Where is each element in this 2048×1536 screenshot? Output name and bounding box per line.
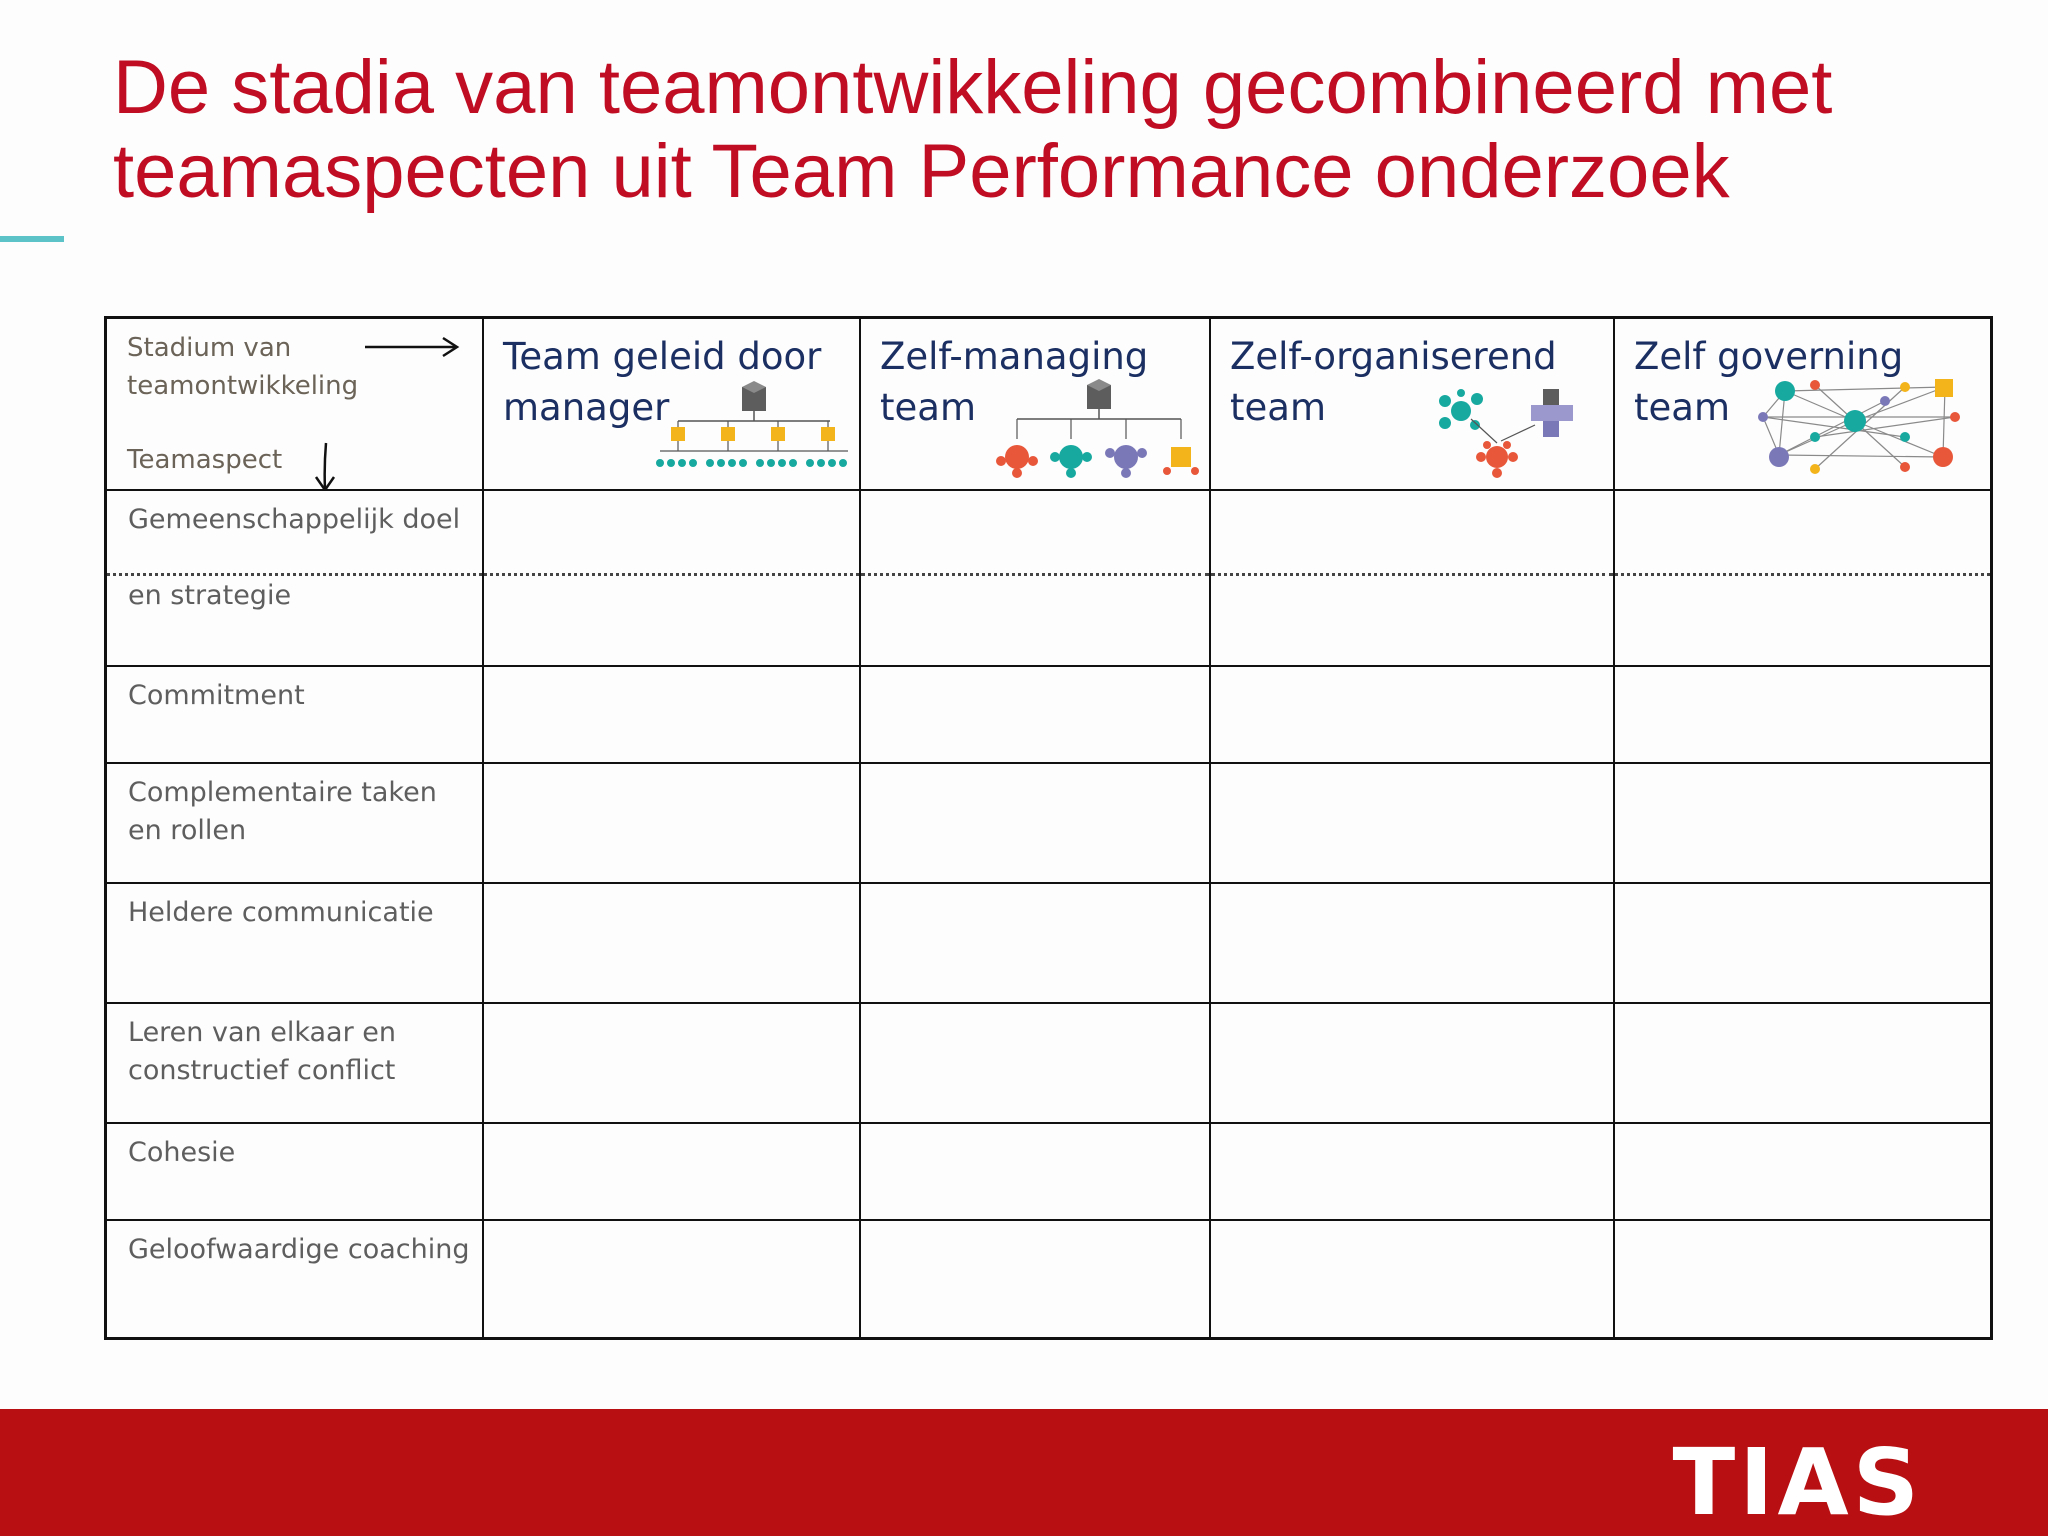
table-cell[interactable] — [484, 1221, 861, 1337]
table-cell[interactable] — [861, 1124, 1211, 1221]
aspect-label: Commitment — [128, 680, 305, 711]
table-cell[interactable] — [484, 667, 861, 764]
arrow-down-icon — [312, 441, 338, 491]
self-organising-clusters-icon — [1431, 385, 1581, 481]
table-cell[interactable] — [1615, 1124, 1990, 1221]
dotted-divider — [484, 573, 859, 576]
dotted-divider — [861, 573, 1209, 576]
table-cell[interactable] — [484, 491, 861, 667]
dotted-divider — [1211, 573, 1613, 576]
stage-header-self-organising — [1211, 319, 1615, 491]
slide-title-line-1: De stadia van teamontwikkeling gecombineerd met — [113, 45, 1833, 130]
stage-axis-label: Stadium van teamontwikkeling — [127, 333, 359, 401]
stage-header-self-managing — [861, 319, 1211, 491]
aspect-label: Heldere communicatie — [128, 897, 434, 928]
stage-label: Zelf-organiserend team — [1230, 335, 1557, 429]
table-cell[interactable] — [1615, 667, 1990, 764]
aspect-row-header-commitment — [107, 667, 484, 764]
slide-title-line-2: teamaspecten uit Team Performance onderzoek — [113, 129, 1730, 214]
table-cell[interactable] — [861, 491, 1211, 667]
table-cell[interactable] — [1211, 1221, 1615, 1337]
aspect-label-continued: en strategie — [128, 580, 292, 611]
arrow-right-icon — [363, 335, 461, 359]
table-cell[interactable] — [1211, 884, 1615, 1004]
managed-teams-network-icon — [991, 379, 1201, 479]
accent-line — [0, 236, 64, 242]
aspect-label: Cohesie — [128, 1137, 236, 1168]
aspect-label: Complementaire taken en rollen — [128, 777, 437, 846]
corner-header-cell — [107, 319, 484, 491]
aspect-row-header-learning — [107, 1004, 484, 1124]
hierarchy-org-chart-icon — [654, 379, 854, 479]
team-stages-table — [104, 316, 1993, 1340]
stage-header-self-governing — [1615, 319, 1990, 491]
table-cell[interactable] — [861, 1004, 1211, 1124]
aspect-row-header-communication — [107, 884, 484, 1004]
aspect-row-header-coaching — [107, 1221, 484, 1337]
table-cell[interactable] — [1615, 491, 1990, 667]
table-cell[interactable] — [484, 764, 861, 884]
tias-logo: TIAS — [1672, 1429, 1923, 1536]
table-cell[interactable] — [1615, 1004, 1990, 1124]
table-cell[interactable] — [1211, 1004, 1615, 1124]
table-cell[interactable] — [1211, 1124, 1615, 1221]
aspect-label: Geloofwaardige coaching — [128, 1234, 470, 1265]
table-cell[interactable] — [861, 764, 1211, 884]
table-cell[interactable] — [484, 884, 861, 1004]
dotted-divider — [1615, 573, 1990, 576]
table-cell[interactable] — [1211, 764, 1615, 884]
table-cell[interactable] — [484, 1124, 861, 1221]
footer-bar — [0, 1409, 2048, 1536]
stage-label: Team geleid door manager — [503, 335, 822, 429]
aspect-row-header-goal — [107, 491, 484, 667]
table-cell[interactable] — [1615, 1221, 1990, 1337]
table-cell[interactable] — [1615, 884, 1990, 1004]
aspect-label: Leren van elkaar en constructief conflict — [128, 1017, 396, 1086]
stage-header-manager-led — [484, 319, 861, 491]
fully-connected-network-icon — [1755, 377, 1965, 479]
table-cell[interactable] — [861, 667, 1211, 764]
table-cell[interactable] — [1615, 764, 1990, 884]
table-cell[interactable] — [861, 884, 1211, 1004]
aspect-row-header-roles — [107, 764, 484, 884]
aspect-row-header-cohesion — [107, 1124, 484, 1221]
slide-title — [113, 46, 1993, 214]
aspect-axis-label: Teamaspect — [127, 445, 283, 475]
dotted-divider — [107, 573, 482, 576]
aspect-label: Gemeenschappelijk doel — [128, 504, 461, 535]
stage-label: Zelf-managing team — [880, 335, 1149, 429]
table-cell[interactable] — [861, 1221, 1211, 1337]
table-cell[interactable] — [484, 1004, 861, 1124]
table-cell[interactable] — [1211, 667, 1615, 764]
table-cell[interactable] — [1211, 491, 1615, 667]
stage-label: Zelf governing team — [1634, 335, 1904, 429]
